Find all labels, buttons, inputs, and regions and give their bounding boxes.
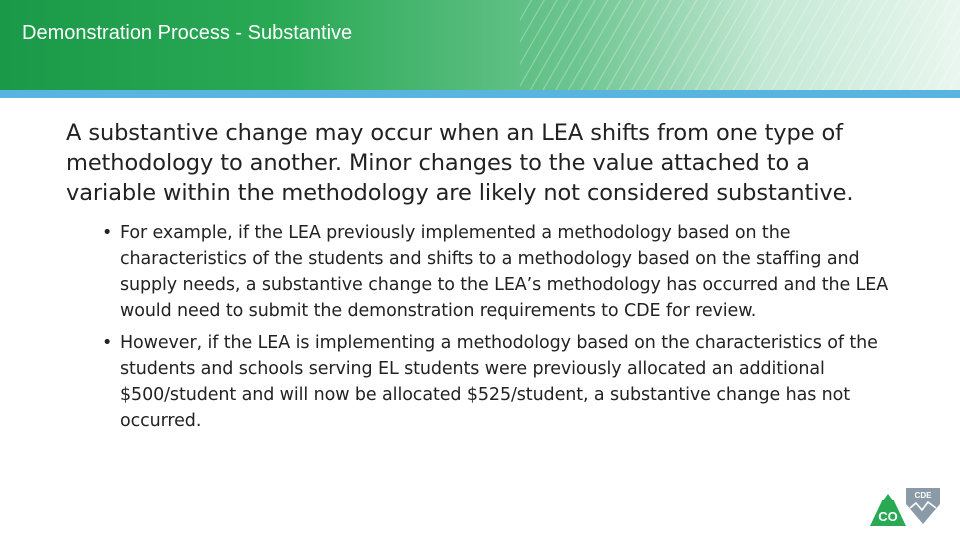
main-paragraph: A substantive change may occur when an LEA shifts from one type of methodology to another. Minor changes to the value attached to a variable within the methodology are likely not considered substantive. — [66, 120, 854, 206]
cde-logo-text: CDE — [914, 491, 932, 500]
co-logo-text: CO — [878, 509, 898, 524]
header-accent-strip — [0, 90, 960, 98]
cde-logo — [870, 486, 942, 526]
slide-content — [66, 118, 906, 440]
bullet-item-example — [102, 220, 906, 324]
bullet-text: However, if the LEA is implementing a methodology based on the characteristics of the students and schools serving EL students were previously allocated an additional $500/student and will now be allocated $525/student, a substantive change has not occurred. — [120, 333, 878, 431]
bullet-list — [66, 220, 906, 434]
bullet-marker: • — [102, 333, 113, 353]
co-mountain-icon — [870, 488, 906, 526]
cde-shield-icon — [906, 488, 940, 524]
bullet-item-however — [102, 330, 906, 434]
slide-title: Demonstration Process - Substantive — [22, 22, 353, 44]
bullet-marker: • — [102, 223, 113, 243]
header-banner — [0, 0, 960, 90]
bullet-text: For example, if the LEA previously implemented a methodology based on the characteristics of the students and shifts to a methodology based on the staffing and supply needs, a substantive change to the LEA’s methodology has occurred and the LEA would need to submit the demonstration requirements to CDE for review. — [120, 223, 889, 321]
header-pattern — [520, 0, 960, 90]
